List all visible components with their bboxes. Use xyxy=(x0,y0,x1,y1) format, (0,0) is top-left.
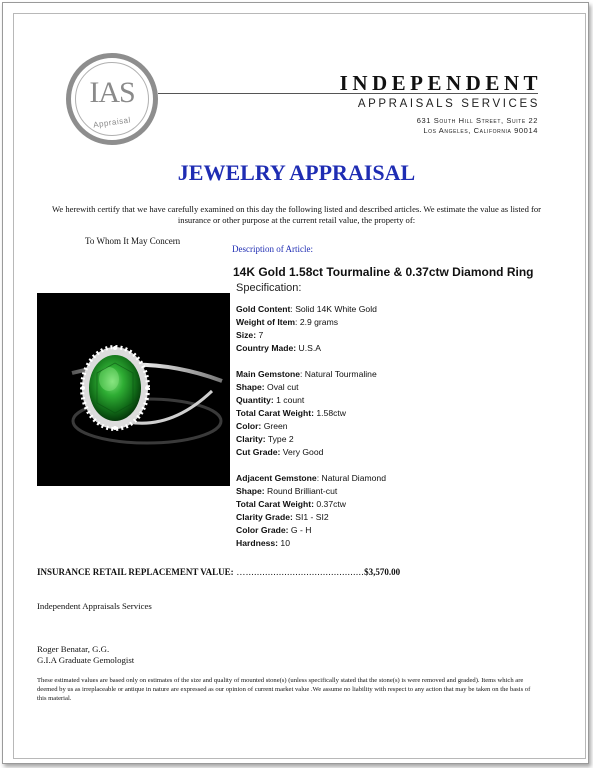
spec-value: U.S.A xyxy=(296,343,321,353)
spec-label: Size: xyxy=(236,330,257,340)
spec-label: Main Gemstone xyxy=(236,369,300,379)
signer-title: G.I.A Graduate Gemologist xyxy=(37,655,135,665)
certification-text: We herewith certify that we have carefully examined on this day the following listed and described articles. We estimate the value as listed for insurance or other purpose at the current retail value, the property of: xyxy=(51,204,542,225)
spec-label: Total Carat Weight: xyxy=(236,408,314,418)
ring-photo xyxy=(37,293,230,486)
spec-value: 1 count xyxy=(273,395,305,405)
company-name: INDEPENDENT xyxy=(339,71,542,95)
logo-subtext: Appraisal xyxy=(92,115,132,130)
spec-cut-grade xyxy=(236,446,536,459)
spec-label: Total Carat Weight: xyxy=(236,499,314,509)
spec-value: : 2.9 grams xyxy=(295,317,339,327)
spec-label: Cut Grade: xyxy=(236,447,281,457)
spec-country xyxy=(236,342,536,355)
insurance-value: $3,570.00 xyxy=(364,567,401,577)
spec-label: Clarity Grade: xyxy=(236,512,293,522)
spec-label: Country Made: xyxy=(236,343,297,353)
spec-adjacent-carat xyxy=(236,498,536,511)
address-line-2: Los Angeles, California 90014 xyxy=(423,126,538,135)
spec-color-grade xyxy=(236,524,536,537)
insurance-dots: …........................................... xyxy=(233,567,365,577)
spec-weight xyxy=(236,316,536,329)
spec-label: Shape: xyxy=(236,486,265,496)
spec-value: Very Good xyxy=(280,447,324,457)
spec-value: 1.58ctw xyxy=(313,408,346,418)
spec-value: 7 xyxy=(256,330,264,340)
spec-main-gemstone xyxy=(236,368,536,381)
address-line-1: 631 South Hill Street, Suite 22 xyxy=(416,116,538,125)
spec-value: Green xyxy=(261,421,288,431)
spec-label: Clarity: xyxy=(236,434,266,444)
spec-label: Color: xyxy=(236,421,262,431)
insurance-label: INSURANCE RETAIL REPLACEMENT VALUE: xyxy=(37,567,234,577)
document-title: JEWELRY APPRAISAL xyxy=(177,160,416,185)
signer-block xyxy=(37,644,134,666)
spec-label: Quantity: xyxy=(236,395,274,405)
company-address xyxy=(330,116,538,136)
spec-gold-content xyxy=(236,303,536,316)
item-title: 14K Gold 1.58ct Tourmaline & 0.37ctw Diamond Ring xyxy=(233,265,534,279)
spec-value: 10 xyxy=(278,538,290,548)
recipient: To Whom It May Concern xyxy=(85,236,181,246)
spec-spacer xyxy=(236,459,536,472)
spec-main-shape xyxy=(236,381,536,394)
spec-quantity xyxy=(236,394,536,407)
spec-label: Color Grade: xyxy=(236,525,289,535)
description-label: Description of Article: xyxy=(232,244,313,254)
spec-clarity xyxy=(236,433,536,446)
spec-label: Hardness: xyxy=(236,538,279,548)
spec-color xyxy=(236,420,536,433)
spec-value: : Natural Diamond xyxy=(316,473,386,483)
signer-name: Roger Benatar, G.G. xyxy=(37,644,110,654)
spec-value: : Solid 14K White Gold xyxy=(290,304,377,314)
spec-label: Adjacent Gemstone xyxy=(236,473,317,483)
spec-spacer xyxy=(236,355,536,368)
spec-label: Weight of Item xyxy=(236,317,296,327)
spec-hardness xyxy=(236,537,536,550)
company-signature: Independent Appraisals Services xyxy=(37,601,152,611)
spec-value: G - H xyxy=(288,525,312,535)
ias-logo xyxy=(66,53,158,145)
insurance-value-line xyxy=(37,567,400,577)
specifications-list xyxy=(236,303,536,550)
spec-value: Round Brilliant-cut xyxy=(264,486,338,496)
spec-clarity-grade xyxy=(236,511,536,524)
company-subtitle: APPRAISALS SERVICES xyxy=(357,98,540,110)
specification-label: Specification: xyxy=(236,282,302,294)
spec-value: : Natural Tourmaline xyxy=(300,369,377,379)
spec-value: Oval cut xyxy=(264,382,299,392)
disclaimer-text: These estimated values are based only on estimates of the size and quality of mounted stone(s) (unless specifically stated that the stone(s) is were removed and graded). Items which are deemed by us as irreplaceable or antique in nature are expressed as our opinion of current market value .We assume no liability with respect to any action that may be taken on the basis of this material. xyxy=(37,677,531,702)
spec-value: 0.37ctw xyxy=(313,499,346,509)
spec-value: SI1 - SI2 xyxy=(292,512,329,522)
ring-illustration xyxy=(37,293,230,486)
spec-adjacent-gemstone xyxy=(236,472,536,485)
spec-main-carat xyxy=(236,407,536,420)
spec-size xyxy=(236,329,536,342)
spec-label: Shape: xyxy=(236,382,265,392)
spec-adjacent-shape xyxy=(236,485,536,498)
logo-mark: IAS xyxy=(89,76,135,109)
spec-value: Type 2 xyxy=(265,434,294,444)
spec-label: Gold Content xyxy=(236,304,291,314)
